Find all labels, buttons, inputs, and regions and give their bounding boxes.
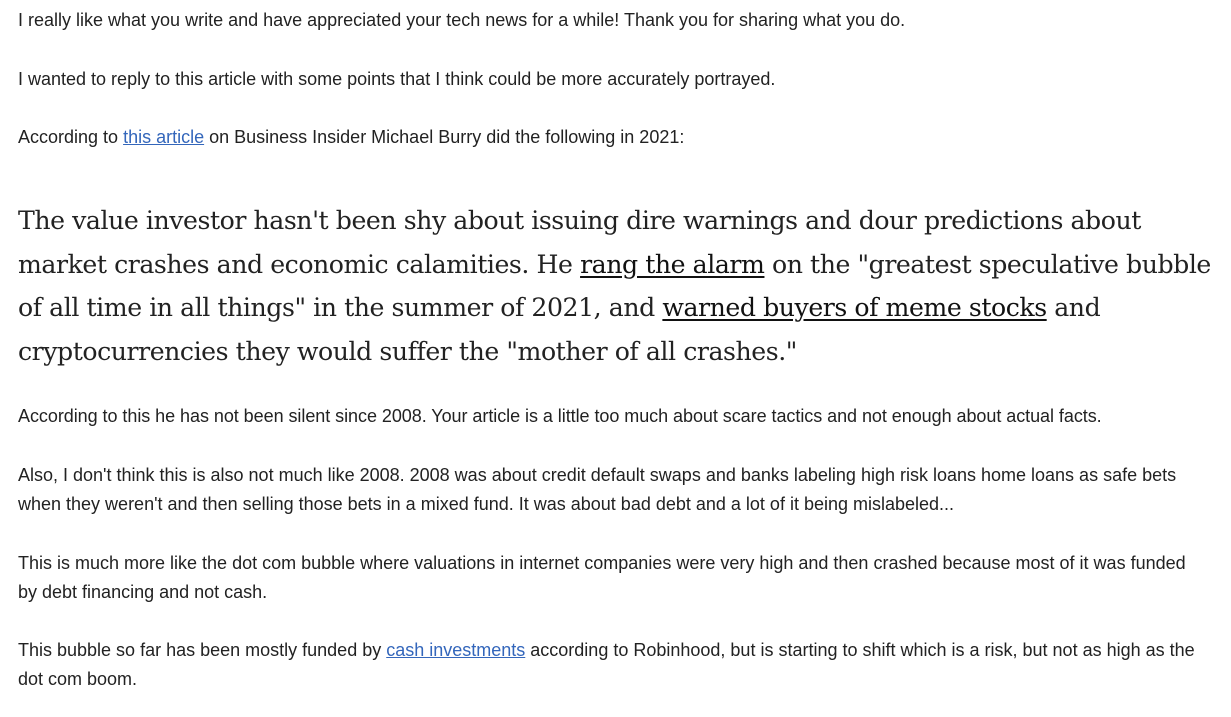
cash-investments-link[interactable]: cash investments [386, 640, 526, 660]
paragraph-not-silent: According to this he has not been silent since 2008. Your article is a little too much about scare tactics and not enough about actual facts. [18, 406, 1102, 426]
this-article-link[interactable]: this article [123, 127, 205, 147]
paragraph-source-text-before: According to [18, 127, 124, 147]
paragraph-source [18, 123, 684, 152]
paragraph-dot-com: This is much more like the dot com bubble where valuations in internet companies were very high and then crashed because most of it was funded by debt financing and not cash. [18, 553, 1186, 602]
warned-buyers-link[interactable]: warned buyers of meme stocks [662, 293, 1047, 322]
article-quote [18, 199, 1218, 373]
quote-text-part2: on the "greatest speculative bubble of all time in all things" in the summer of 2021, and [18, 249, 1211, 322]
paragraph-cash-funded [18, 636, 1208, 694]
paragraph-reply-purpose: I wanted to reply to this article with some points that I think could be more accurately portrayed. [18, 69, 776, 89]
paragraph-cash-text-after: according to Robinhood, but is starting to shift which is a risk, but not as high as the dot com boom. [18, 640, 1195, 689]
paragraph-2008-comparison: Also, I don't think this is also not much like 2008. 2008 was about credit default swaps and banks labeling high risk loans home loans as safe bets when they weren't and then selling those bets in a mixed fund. It was about bad debt and a lot of it being mislabeled... [18, 465, 1177, 514]
rang-the-alarm-link[interactable]: rang the alarm [580, 249, 765, 279]
paragraph-intro: I really like what you write and have appreciated your tech news for a while! Thank you for sharing what you do. [18, 10, 906, 30]
paragraph-source-text-after: on Business Insider Michael Burry did the following in 2021: [204, 127, 685, 147]
quote-text-part3: and cryptocurrencies they would suffer the "mother of all crashes." [18, 293, 1101, 366]
paragraph-cash-text-before: This bubble so far has been mostly funded by [18, 640, 387, 660]
quote-text-part1: The value investor hasn't been shy about issuing dire warnings and dour predictions about market crashes and economic calamities. He [18, 206, 1141, 279]
